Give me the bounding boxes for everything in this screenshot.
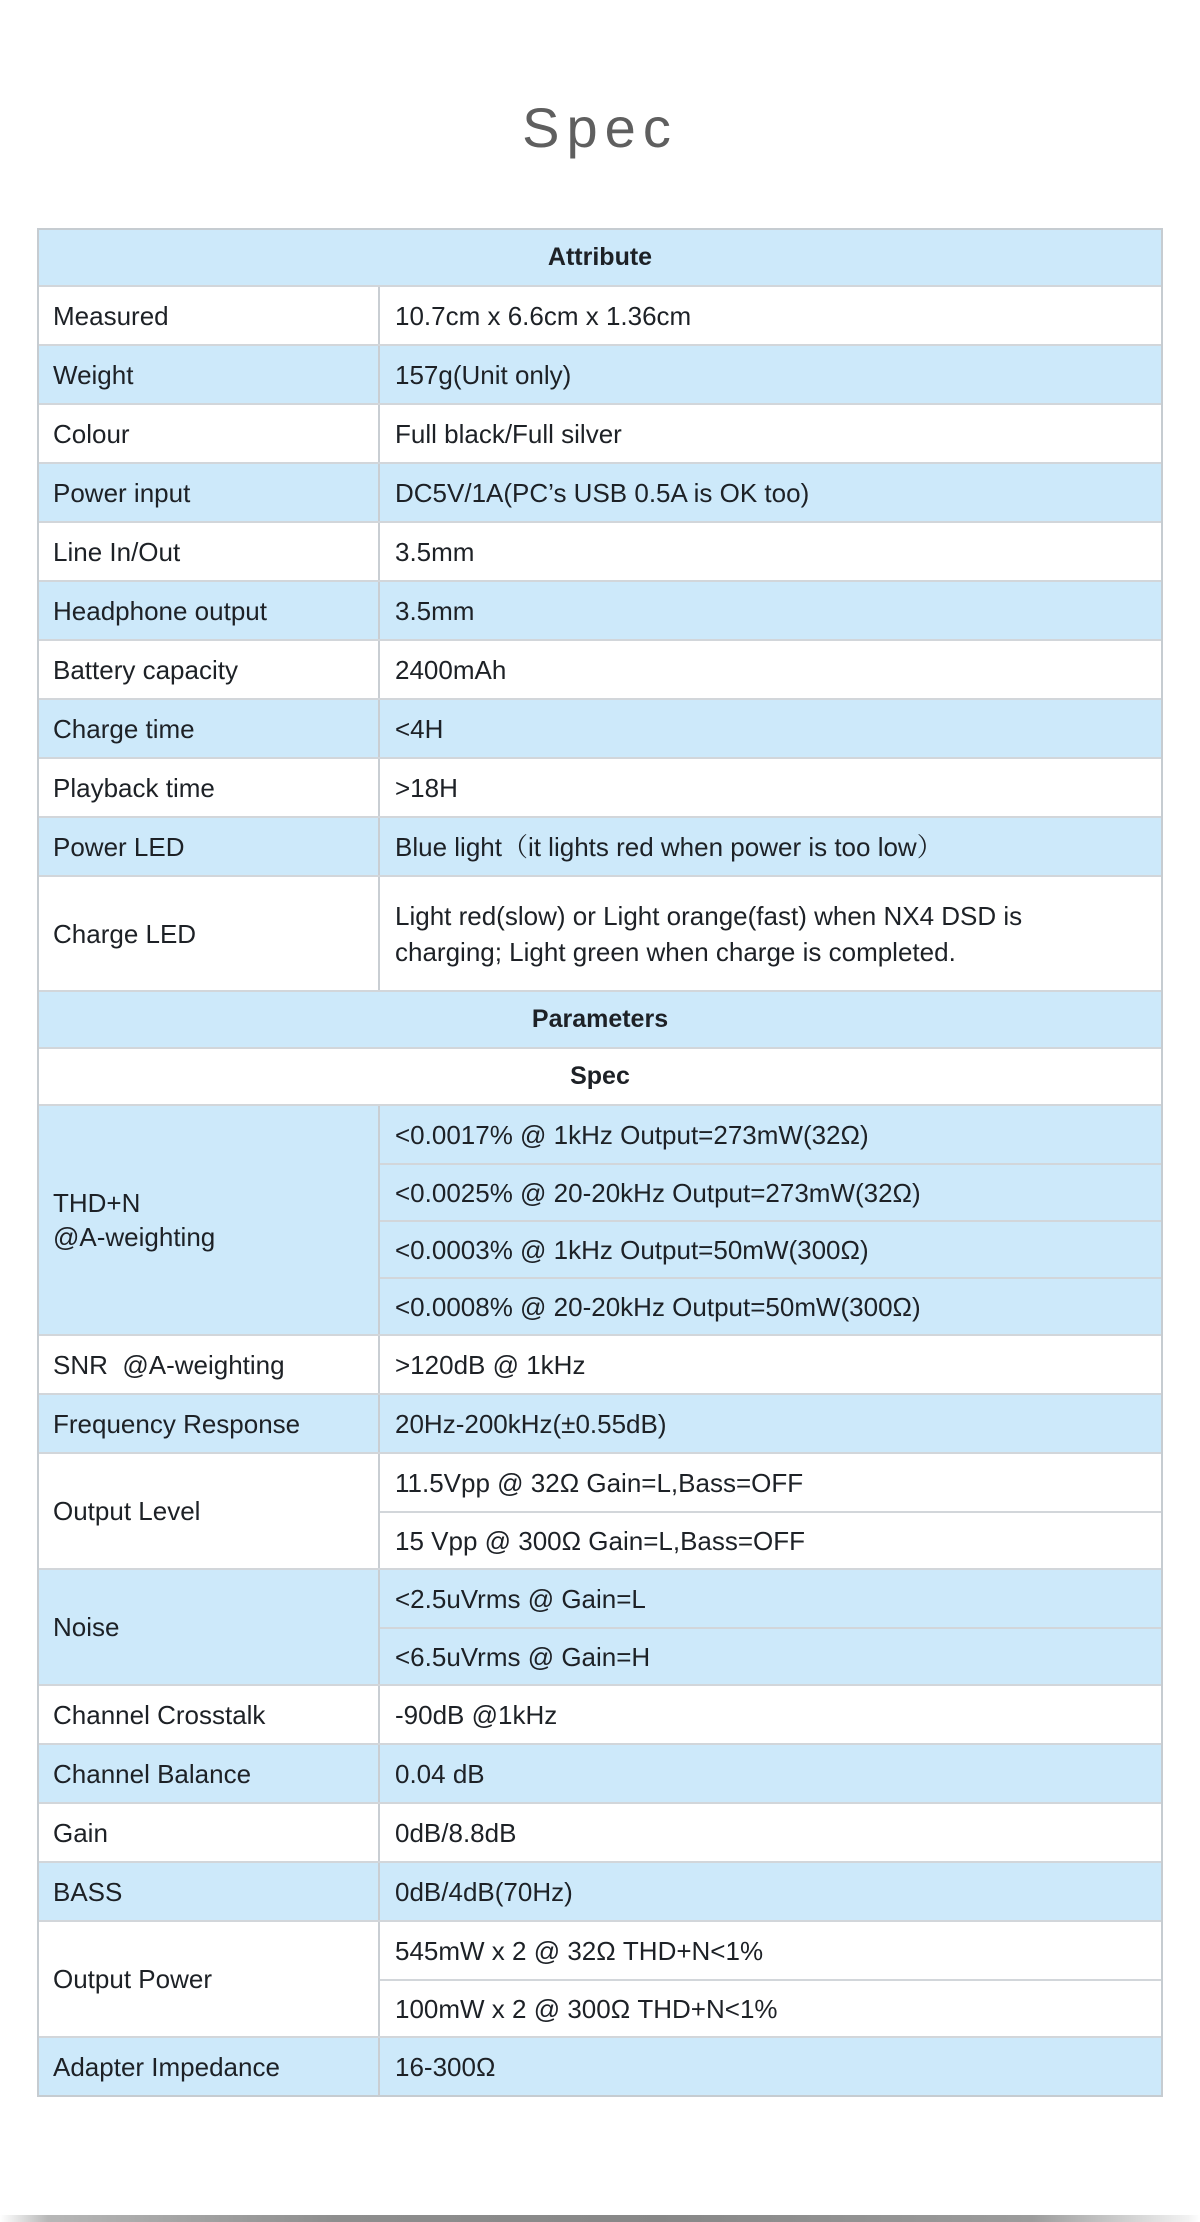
row-label-line: BASS (53, 1876, 123, 1907)
row-values (380, 1922, 1161, 2036)
row-label (39, 818, 380, 875)
row-value: >120dB @ 1kHz (395, 1349, 586, 1380)
row-values (380, 641, 1161, 698)
row-weight (39, 344, 1161, 403)
row-value: 2400mAh (395, 654, 507, 685)
row-label (39, 1804, 380, 1861)
row-label-line: @A-weighting (53, 1222, 216, 1252)
section-header-spec: Spec (39, 1047, 1161, 1104)
row-label (39, 287, 380, 344)
row-power-led (39, 816, 1161, 875)
row-values (380, 1106, 1161, 1334)
row-charge-time (39, 698, 1161, 757)
bottom-divider-bar (0, 2215, 1200, 2222)
row-label (39, 464, 380, 521)
row-label (39, 877, 380, 990)
row-value: <0.0017% @ 1kHz Output=273mW(32Ω) (395, 1119, 869, 1150)
row-value: 11.5Vpp @ 32Ω Gain=L,Bass=OFF (395, 1467, 804, 1498)
row-value: Light red(slow) or Light orange(fast) when NX4 DSD is charging; Light green when charge is completed. (395, 900, 1023, 967)
row-value: 3.5mm (395, 536, 475, 567)
row-channel-crosstalk (39, 1684, 1161, 1743)
row-values (380, 1336, 1161, 1393)
row-label (39, 1336, 380, 1393)
row-value: <2.5uVrms @ Gain=L (395, 1583, 646, 1614)
row-label (39, 523, 380, 580)
row-adapter-impedance (39, 2036, 1161, 2095)
row-label (39, 1686, 380, 1743)
row-value: <4H (395, 713, 444, 744)
row-values (380, 405, 1161, 462)
row-value: 157g(Unit only) (395, 359, 572, 390)
row-label-line: Battery capacity (53, 654, 238, 685)
row-measured (39, 285, 1161, 344)
row-output-power (39, 1920, 1161, 2036)
row-label (39, 582, 380, 639)
row-power-input (39, 462, 1161, 521)
row-snr-a-weighting (39, 1334, 1161, 1393)
row-value: <0.0025% @ 20-20kHz Output=273mW(32Ω) (380, 1163, 1161, 1220)
row-label (39, 1570, 380, 1684)
row-label (39, 1863, 380, 1920)
row-value: 20Hz-200kHz(±0.55dB) (395, 1408, 667, 1439)
spec-table (37, 228, 1163, 2097)
row-label (39, 1922, 380, 2036)
row-values (380, 1804, 1161, 1861)
row-value: Full black/Full silver (395, 418, 622, 449)
row-label-line: Output Level (53, 1496, 201, 1526)
row-values (380, 582, 1161, 639)
row-label (39, 1395, 380, 1452)
row-value: DC5V/1A(PC’s USB 0.5A is OK too) (395, 477, 810, 508)
row-label (39, 641, 380, 698)
row-channel-balance (39, 1743, 1161, 1802)
row-values (380, 1745, 1161, 1802)
row-bass (39, 1861, 1161, 1920)
row-label-line: THD+N (53, 1188, 141, 1218)
row-values (380, 287, 1161, 344)
row-label-line: Playback time (53, 772, 215, 803)
row-charge-led (39, 875, 1161, 990)
row-values (380, 1454, 1161, 1568)
row-gain (39, 1802, 1161, 1861)
row-label (39, 1106, 380, 1334)
row-label (39, 700, 380, 757)
row-thd-n (39, 1104, 1161, 1334)
row-value: <6.5uVrms @ Gain=H (380, 1627, 1161, 1684)
row-label-line: Noise (53, 1612, 120, 1642)
page-title: Spec (522, 96, 678, 159)
row-noise (39, 1568, 1161, 1684)
row-headphone-output (39, 580, 1161, 639)
row-label-line: Power input (53, 477, 191, 508)
row-label (39, 1745, 380, 1802)
row-label-line: Weight (53, 359, 134, 390)
row-label (39, 405, 380, 462)
row-values (380, 1686, 1161, 1743)
row-value: 100mW x 2 @ 300Ω THD+N<1% (380, 1979, 1161, 2036)
row-label-line: Charge time (53, 713, 195, 744)
row-value: 0.04 dB (395, 1758, 485, 1789)
row-label-line: Output Power (53, 1964, 212, 1994)
row-value: >18H (395, 772, 458, 803)
row-label-line: Channel Balance (53, 1758, 252, 1789)
row-value: -90dB @1kHz (395, 1699, 558, 1730)
row-value: 15 Vpp @ 300Ω Gain=L,Bass=OFF (380, 1511, 1161, 1568)
row-battery-capacity (39, 639, 1161, 698)
row-label-line: Colour (53, 418, 130, 449)
row-label (39, 1454, 380, 1568)
row-value: 16-300Ω (395, 2051, 496, 2082)
row-value: 0dB/8.8dB (395, 1817, 517, 1848)
row-values (380, 1863, 1161, 1920)
row-value: 10.7cm x 6.6cm x 1.36cm (395, 300, 692, 331)
row-values (380, 2038, 1161, 2095)
section-header-parameters: Parameters (39, 990, 1161, 1047)
row-label-line: Charge LED (53, 918, 197, 949)
row-values (380, 523, 1161, 580)
row-label-line: Adapter Impedance (53, 2051, 280, 2082)
row-values (380, 346, 1161, 403)
row-label (39, 346, 380, 403)
row-values (380, 759, 1161, 816)
row-colour (39, 403, 1161, 462)
row-label-line: Headphone output (53, 595, 267, 626)
row-value: 0dB/4dB(70Hz) (395, 1876, 573, 1907)
row-value: <0.0008% @ 20-20kHz Output=50mW(300Ω) (380, 1277, 1161, 1334)
row-values (380, 464, 1161, 521)
row-playback-time (39, 757, 1161, 816)
row-value: <0.0003% @ 1kHz Output=50mW(300Ω) (380, 1220, 1161, 1277)
row-label-line: Gain (53, 1817, 108, 1848)
row-value: 3.5mm (395, 595, 475, 626)
row-values (380, 1570, 1161, 1684)
row-label-line: Line In/Out (53, 536, 181, 567)
row-label-line: Channel Crosstalk (53, 1699, 266, 1730)
row-value: Blue light（it lights red when power is too low） (395, 831, 943, 862)
row-label-line: Measured (53, 300, 169, 331)
row-values (380, 877, 1161, 990)
row-label (39, 2038, 380, 2095)
row-label (39, 759, 380, 816)
section-header-attribute: Attribute (39, 230, 1161, 285)
row-frequency-response (39, 1393, 1161, 1452)
row-label-line: SNR @A-weighting (53, 1349, 285, 1380)
row-values (380, 818, 1161, 875)
row-output-level (39, 1452, 1161, 1568)
row-value: 545mW x 2 @ 32Ω THD+N<1% (395, 1935, 764, 1966)
row-line-in-out (39, 521, 1161, 580)
row-label-line: Frequency Response (53, 1408, 301, 1439)
row-label-line: Power LED (53, 831, 185, 862)
row-values (380, 700, 1161, 757)
row-values (380, 1395, 1161, 1452)
